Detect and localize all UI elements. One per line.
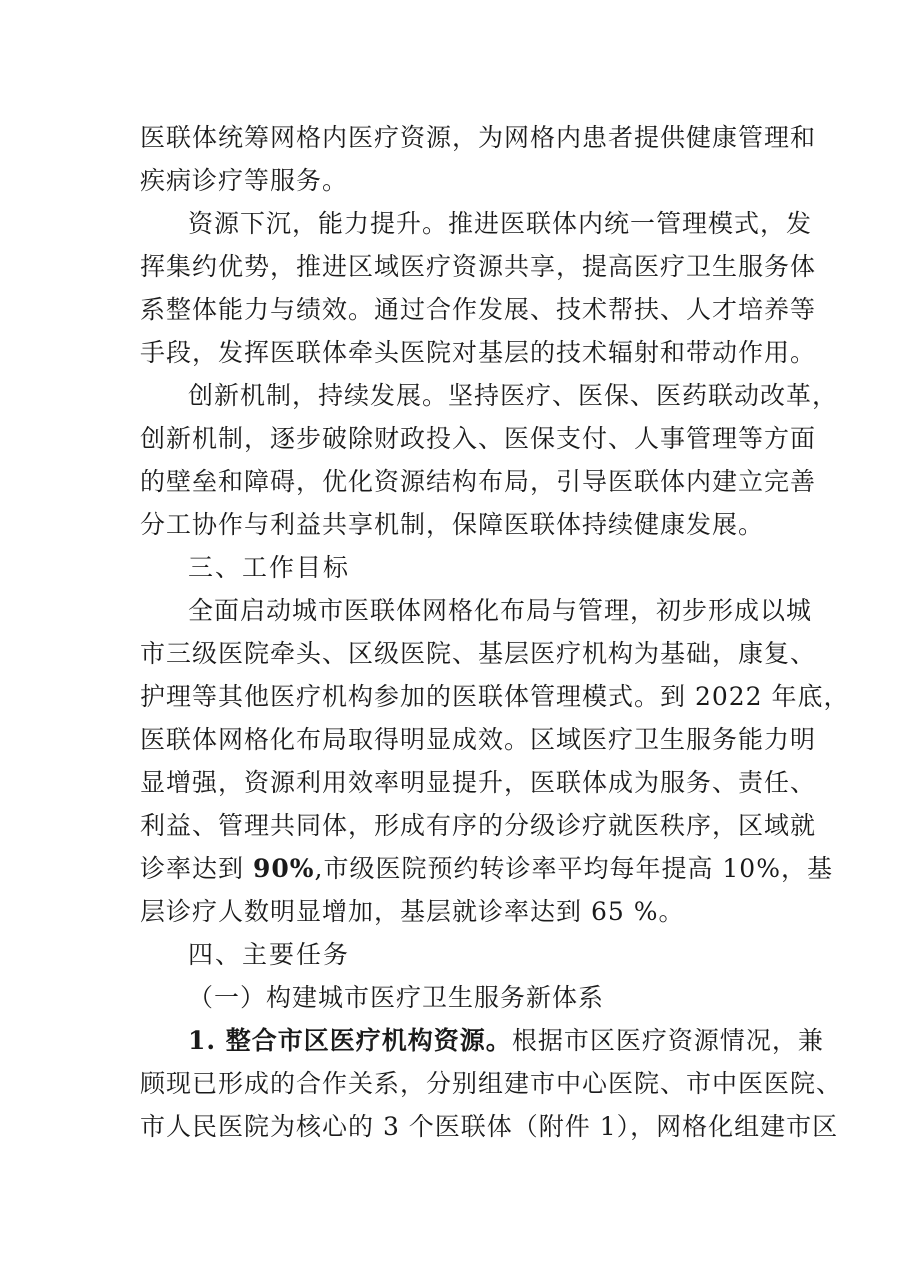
- paragraph-line: 创新机制，逐步破除财政投入、医保支付、人事管理等方面: [140, 424, 817, 453]
- paragraph-line-mixed: [140, 853, 833, 885]
- paragraph-line: 显增强，资源利用效率明显提升，医联体成为服务、责任、: [140, 768, 817, 797]
- bold-percent: 90%: [252, 854, 315, 883]
- paragraph-line: 市三级医院牵头、区级医院、基层医疗机构为基础，康复、: [140, 639, 817, 668]
- paragraph-line: 资源下沉，能力提升。推进医联体内统一管理模式，发: [188, 209, 813, 238]
- paragraph-line: 医联体统筹网格内医疗资源，为网格内患者提供健康管理和: [140, 123, 817, 152]
- paragraph-line: 创新机制，持续发展。坚持医疗、医保、医药联动改革，: [188, 381, 839, 410]
- paragraph-line: 挥集约优势，推进区域医疗资源共享，提高医疗卫生服务体: [140, 252, 817, 281]
- paragraph-line: 全面启动城市医联体网格化布局与管理，初步形成以城: [188, 596, 813, 625]
- paragraph-line: 系整体能力与绩效。通过合作发展、技术帮扶、人才培养等: [140, 295, 817, 324]
- paragraph-line: 手段，发挥医联体牵头医院对基层的技术辐射和带动作用。: [140, 338, 817, 367]
- bold-item-title: 1. 整合市区医疗机构资源。: [188, 1026, 512, 1055]
- section-heading-4: 四、主要任务: [188, 940, 351, 969]
- sub-heading-1: （一）构建城市医疗卫生服务新体系: [188, 983, 605, 1012]
- paragraph-line: 顾现已形成的合作关系，分别组建市中心医院、市中医医院、: [140, 1069, 843, 1098]
- paragraph-line: 护理等其他医疗机构参加的医联体管理模式。到 2022 年底，: [140, 682, 850, 711]
- text-segment: ,市级医院预约转诊率平均每年提高 10%，基: [314, 854, 833, 883]
- paragraph-line: 医联体网格化布局取得明显成效。区域医疗卫生服务能力明: [140, 725, 817, 754]
- paragraph-line: 层诊疗人数明显增加，基层就诊率达到 65 %。: [140, 897, 685, 926]
- paragraph-line: 分工协作与利益共享机制，保障医联体持续健康发展。: [140, 510, 765, 539]
- paragraph-line: 利益、管理共同体，形成有序的分级诊疗就医秩序，区域就: [140, 811, 817, 840]
- section-heading-3: 三、工作目标: [188, 553, 351, 582]
- paragraph-line: 的壁垒和障碍，优化资源结构布局，引导医联体内建立完善: [140, 467, 817, 496]
- paragraph-line: 市人民医院为核心的 3 个医联体（附件 1），网格化组建市区: [140, 1112, 839, 1141]
- paragraph-line: 疾病诊疗等服务。: [140, 166, 349, 195]
- text-segment: 诊率达到: [140, 854, 253, 883]
- paragraph-line-mixed: [188, 1025, 824, 1057]
- text-segment: 根据市区医疗资源情况，兼: [511, 1026, 824, 1055]
